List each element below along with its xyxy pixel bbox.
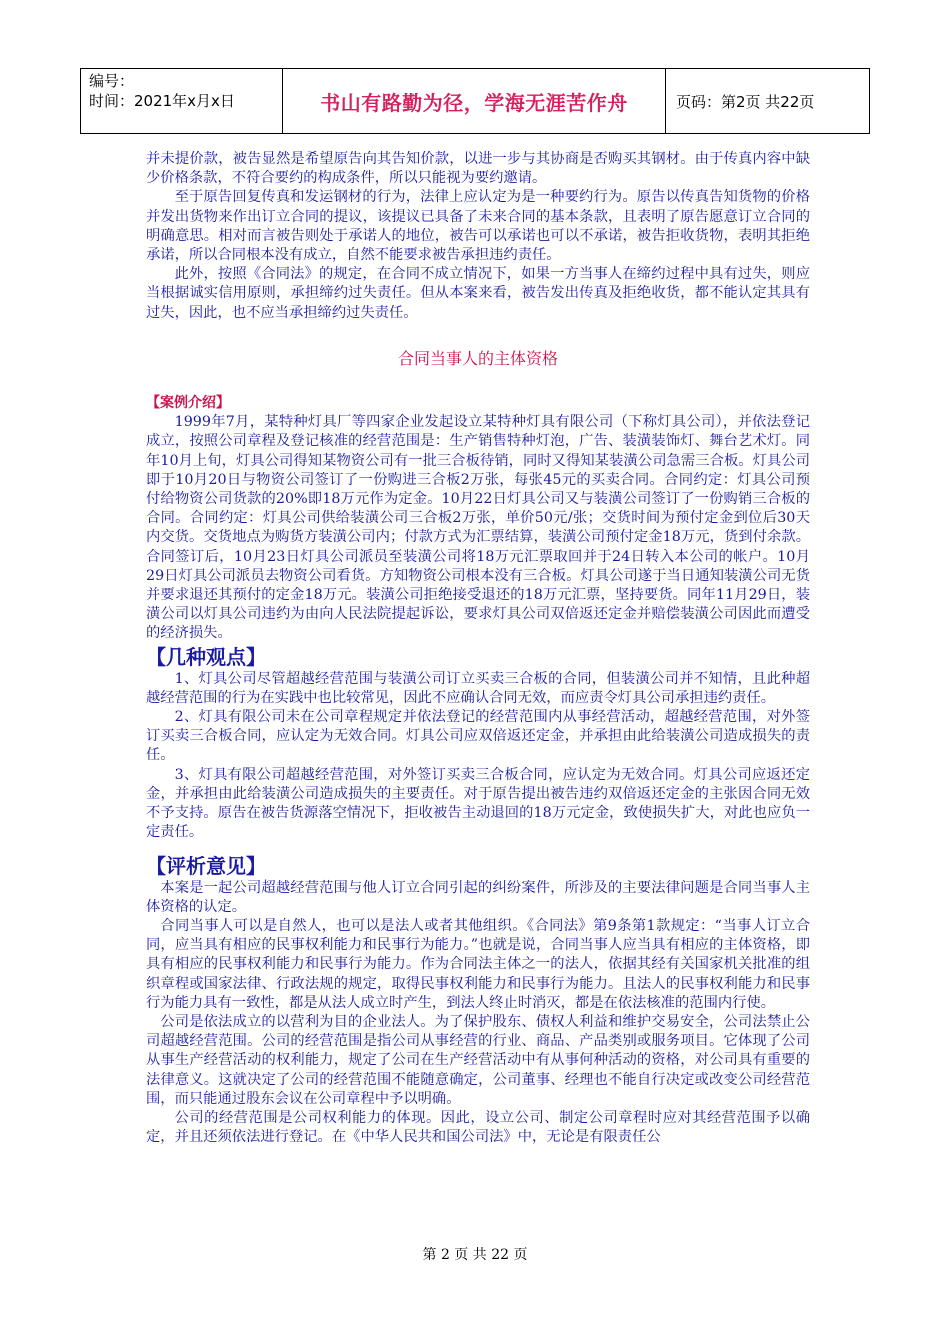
page-footer: 第 2 页 共 22 页 (422, 1247, 528, 1263)
analysis-heading: 【评析意见】 (146, 853, 266, 878)
paragraph-3: 此外，按照《合同法》的规定，在合同不成立情况下，如果一方当事人在缔约过程中具有过失，则应当根据诚实信用原则，承担缔约过失责任。但从本案来看，被告发出传真及拒绝收货，都不能认定其具有过失，因此，也不应当承担缔约过失责任。 (146, 266, 810, 321)
view-2: 2、灯具有限公司未在公司章程规定并依法登记的经营范围内从事经营活动，超越经营范围，对外签订买卖三合板合同，应认定为无效合同。灯具公司应双倍返还定金，并承担由此给装潢公司造成损失的责任。 (146, 709, 810, 764)
header-slogan: 书山有路勤为径，学海无涯苦作舟 (283, 69, 666, 133)
analysis-3: 公司是依法成立的以营利为目的企业法人。为了保护股东、债权人利益和维护交易安全，公司法禁止公司超越经营范围。公司的经营范围是指公司从事经营的行业、商品、产品类别或服务项目。它体现了公司从事生产经营活动的权利能力，规定了公司在生产经营活动中有从事何种活动的资格，对公司具有重要的法律意义。这就决定了公司的经营范围不能随意确定，公司董事、经理也不能自行决定或改变公司经营范围，而只能通过股东会议在公司章程中予以明确。 (146, 1013, 810, 1107)
paragraph-2: 至于原告回复传真和发运钢材的行为，法律上应认定为是一种要约行为。原告以传真告知货物的价格并发出货物来作出订立合同的提议，该提议已具备了未来合同的基本条款，且表明了原告愿意订立合同的明确意思。相对而言被告则处于承诺人的地位，被告可以承诺也可以不承诺，被告拒收货物，表明其拒绝承诺，所以合同根本没有成立，自然不能要求被告承担违约责任。 (146, 189, 810, 264)
analysis-4: 公司的经营范围是公司权利能力的体现。因此，设立公司、制定公司章程时应对其经营范围予以确定，并且还须依法进行登记。在《中华人民共和国公司法》中，无论是有限责任公 (146, 1109, 810, 1146)
code-label: 编号： (89, 72, 135, 90)
header-page-info: 页码：第2页 共22页 (676, 92, 815, 111)
document-body (146, 150, 810, 1147)
analysis-2: 合同当事人可以是自然人，也可以是法人或者其他组织。《合同法》第9条第1款规定：“当事人订立合同，应当具有相应的民事权利能力和民事行为能力。”也就是说，合同当事人应当具有相应的主体资格，即具有相应的民事权利能力和民事行为能力。作为合同法主体之一的法人，依据其经有关国家机关批准的组织章程或国家法律、行政法规的规定，取得民事权利能力和民事行为能力。且法人的民事权利能力和民事行为能力具有一致性，都是从法人成立时产生，到法人终止时消灭，都是在依法核准的范围内行使。 (146, 917, 810, 1011)
paragraph-1: 并未提价款，被告显然是希望原告向其告知价款，以进一步与其协商是否购买其钢材。由于传真内容中缺少价格条款，不符合要约的构成条件，所以只能视为要约邀请。 (146, 151, 810, 187)
section-title: 合同当事人的主体资格 (397, 348, 558, 368)
time-label: 时间：2021年x月x日 (89, 92, 235, 110)
view-1: 1、灯具公司尽管超越经营范围与装潢公司订立买卖三合板的合同，但装潢公司并不知情，且此种超越经营范围的行为在实践中也比较常见，因此不应确认合同无效，而应责令灯具公司承担违约责任。 (146, 670, 810, 706)
case-intro-paragraph: 1999年7月，某特种灯具厂等四家企业发起设立某特种灯具有限公司（下称灯具公司），并依法登记成立，按照公司章程及登记核准的经营范围是：生产销售特种灯泡，广告、装潢装饰灯、舞台艺术灯。同年10月上旬，灯具公司得知某物资公司有一批三合板待销，同时又得知某装潢公司急需三合板。灯具公司即于10月20日与物资公司签订了一份购进三合板2万张，每张45元的买卖合同。合同约定：灯具公司预付给物资公司货款的20%即18万元作为定金。10月22日灯具公司又与装潢公司签订了一份购销三合板的合同。合同约定：灯具公司供给装潢公司三合板2万张，单价50元/张；交货时间为预付定金到位后30天内交货。交货地点为购货方装潢公司内；付款方式为汇票结算，装潢公司预付定金18万元，货到付余款。合同签订后，10月23日灯具公司派员至装潢公司将18万元汇票取回并于24日转入本公司的帐户。10月29日灯具公司派员去物资公司看货。方知物资公司根本没有三合板。灯具公司遂于当日通知装潢公司无货并要求退还其预付的定金18万元。装潢公司拒绝接受退还的18万元汇票，坚持要货。同年11月29日，装潢公司以灯具公司违约为由向人民法院提起诉讼，要求灯具公司双倍返还定金并赔偿装潢公司因此而遭受的经济损失。 (146, 414, 810, 642)
views-heading: 【几种观点】 (146, 644, 266, 669)
header-meta (81, 69, 283, 133)
analysis-1: 本案是一起公司超越经营范围与他人订立合同引起的纠纷案件，所涉及的主要法律问题是合同当事人主体资格的认定。 (146, 879, 810, 915)
view-3: 3、灯具有限公司超越经营范围，对外签订买卖三合板合同，应认定为无效合同。灯具公司应返还定金，并承担由此给装潢公司造成损失的主要责任。对于原告提出被告违约双倍返还定金的主张因合同无效不予支持。原告在被告货源落空情况下，拒收被告主动退回的18万元定金，致使损失扩大，对此也应负一定责任。 (146, 766, 810, 841)
header-table (80, 68, 870, 134)
case-intro-label: 【案例介绍】 (146, 395, 230, 412)
